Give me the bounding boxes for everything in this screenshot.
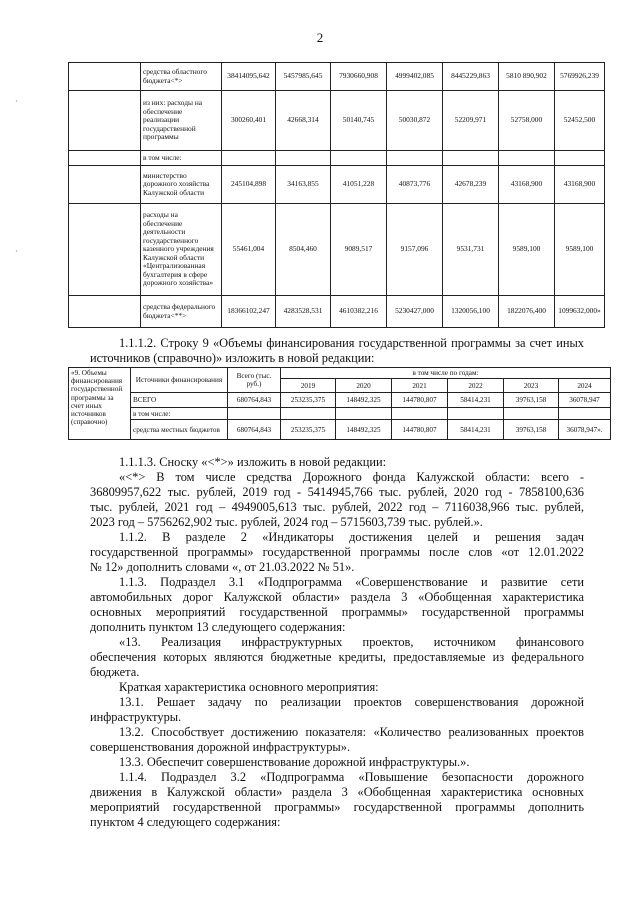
table-cell: 58414,231 <box>448 393 504 408</box>
table-cell-empty <box>69 166 141 204</box>
table-cell: 34163,855 <box>276 166 331 204</box>
table-cell: 50030,872 <box>387 91 443 151</box>
table-row <box>69 204 605 296</box>
table-header-row <box>69 368 611 379</box>
table-cell-empty <box>69 296 141 328</box>
other-sources-table <box>68 367 611 440</box>
table-cell: 52452,500 <box>555 91 605 151</box>
paragraph-13-line: бюджета. <box>90 665 140 679</box>
table-cell-empty <box>69 151 141 166</box>
paragraph-brief: Краткая характеристика основного мероприятия: <box>119 680 379 694</box>
table-cell <box>222 151 276 166</box>
table-cell: 144780,807 <box>392 420 448 440</box>
table-cell: 1099632,000» <box>555 296 605 328</box>
table-cell: 9589,100 <box>499 204 555 296</box>
table-cell: 38414095,642 <box>222 63 276 91</box>
row-label: средства местных бюджетов <box>131 420 228 440</box>
table-cell: 253235,375 <box>281 393 336 408</box>
table-cell: 42678,239 <box>443 166 499 204</box>
table-cell: 5230427,000 <box>387 296 443 328</box>
column-header: Всего (тыс. руб.) <box>228 368 281 393</box>
table-cell <box>504 408 559 420</box>
footnote-line: 2023 год – 5756262,902 тыс. рублей, 2024 год – 5715603,739 тыс. рублей.». <box>90 515 483 529</box>
table-row <box>69 91 605 151</box>
table-cell <box>499 151 555 166</box>
table-cell: 680764,843 <box>228 393 281 408</box>
table-cell: 7930660,908 <box>331 63 387 91</box>
table-cell: 43168,900 <box>555 166 605 204</box>
table-cell: 58414,231 <box>448 420 504 440</box>
table-cell: 4610382,216 <box>331 296 387 328</box>
year-header: 2019 <box>281 379 336 393</box>
table-row <box>69 393 611 408</box>
paragraph-1-1-4-line: мероприятий государственной программы» государственной программы дополнить <box>90 800 584 814</box>
paragraph-1-1-3-line: дополнить пунктом 13 следующего содержания: <box>90 620 346 634</box>
table-cell: 9089,517 <box>331 204 387 296</box>
table-cell: 253235,375 <box>281 420 336 440</box>
year-header: 2022 <box>448 379 504 393</box>
table-cell: 52209,971 <box>443 91 499 151</box>
table-cell-empty <box>69 63 141 91</box>
table-row <box>69 63 605 91</box>
paragraph-1-1-1-2 <box>90 336 584 366</box>
table-cell: 39763,158 <box>504 420 559 440</box>
table-cell: 55461,004 <box>222 204 276 296</box>
paragraph-1-1-3-line: основных мероприятий государственной программы» государственной программы <box>90 605 584 619</box>
table-cell: 36078,947 <box>559 393 611 408</box>
scan-mark: · <box>15 97 18 106</box>
row-label: министерство дорожного хозяйства Калужской области <box>141 166 222 204</box>
table-cell <box>443 151 499 166</box>
paragraph-13-line: «13. Реализация инфраструктурных проектов, источником финансового <box>119 635 584 649</box>
table-cell: 4283528,531 <box>276 296 331 328</box>
table-cell: 245104,898 <box>222 166 276 204</box>
table-cell <box>555 151 605 166</box>
table-cell <box>331 151 387 166</box>
table-cell: 148492,325 <box>336 393 392 408</box>
table-cell: 1320056,100 <box>443 296 499 328</box>
table-cell: 144780,807 <box>392 393 448 408</box>
table-row <box>69 296 605 328</box>
row-label: из них: расходы на обеспечение реализации государственной программы <box>141 91 222 151</box>
paragraph-1-1-2-line: № 12» дополнить словами «, от 21.03.2022 № 51». <box>90 560 355 574</box>
table-cell: 5457985,645 <box>276 63 331 91</box>
row-label: «9. Объемы финансирования государственной программы за счет иных источников (справочно) <box>69 368 131 440</box>
footnote-line: тыс. рублей, 2021 год – 4949005,613 тыс. рублей, 2022 год – 7116038,966 тыс. рублей, <box>90 500 584 514</box>
table-cell-empty <box>69 91 141 151</box>
paragraph-1-1-3-line: 1.1.3. Подраздел 3.1 «Подпрограмма «Совершенствование и развитие сети <box>119 575 584 589</box>
table-cell: 50140,745 <box>331 91 387 151</box>
row-label: в том числе: <box>141 151 222 166</box>
paragraph-13-1-line: 13.1. Решает задачу по реализации проектов совершенствования дорожной <box>119 695 584 709</box>
paragraph-13-1-line: инфраструктуры. <box>90 710 182 724</box>
row-label: ВСЕГО <box>131 393 228 408</box>
table-cell <box>228 408 281 420</box>
table-cell <box>559 408 611 420</box>
column-header: в том числе по годам: <box>281 368 611 379</box>
table-cell <box>276 151 331 166</box>
table-cell: 680764,843 <box>228 420 281 440</box>
table-cell: 8445229,863 <box>443 63 499 91</box>
column-header: Источники финансирования <box>131 368 228 393</box>
paragraph-1-1-2-line: государственной программы» государственной программы после слов «от 12.01.2022 <box>90 545 584 559</box>
year-header: 2023 <box>504 379 559 393</box>
table-cell: 52758,000 <box>499 91 555 151</box>
paragraph-1-1-2-line: 1.1.2. В разделе 2 «Индикаторы достижения целей и решения задач <box>119 530 584 544</box>
table-cell: 4999402,085 <box>387 63 443 91</box>
paragraph-1-1-3-line: автомобильных дорог Калужской области» раздела 3 «Обобщенная характеристика <box>90 590 584 604</box>
paragraph-text: 1.1.1.2. Строку 9 «Объемы финансирования государственной программы за счет иных источников (справочно)» изложить в новой редакции: <box>90 336 584 365</box>
row-label: в том числе: <box>131 408 228 420</box>
table-row <box>69 420 611 440</box>
table-cell <box>281 408 336 420</box>
footnote-line: 36809957,622 тыс. рублей, 2019 год - 5414945,766 тыс. рублей, 2020 год - 7858100,636 <box>90 485 584 499</box>
table-cell: 1822076,400 <box>499 296 555 328</box>
table-cell: 41051,228 <box>331 166 387 204</box>
year-header: 2021 <box>392 379 448 393</box>
year-header: 2024 <box>559 379 611 393</box>
paragraph-13-line: обеспечения которых являются бюджетные кредиты, предоставляемые из федерального <box>90 650 584 664</box>
year-header: 2020 <box>336 379 392 393</box>
table-cell: 36078,947». <box>559 420 611 440</box>
table-cell: 300260,401 <box>222 91 276 151</box>
table-cell: 5810 890,902 <box>499 63 555 91</box>
table-cell: 42668,314 <box>276 91 331 151</box>
table-cell-empty <box>69 204 141 296</box>
paragraph-1-1-4-line: движения в Калужской области» раздела 3 «Обобщенная характеристика основных <box>90 785 584 799</box>
paragraph-13-3: 13.3. Обеспечит совершенствование дорожной инфраструктуры.». <box>119 755 470 769</box>
table-row <box>69 408 611 420</box>
table-cell <box>448 408 504 420</box>
table-row <box>69 151 605 166</box>
table-cell: 9531,731 <box>443 204 499 296</box>
page-number: 2 <box>316 30 324 45</box>
row-label: средства областного бюджета<*> <box>141 63 222 91</box>
table-cell: 5769926,239 <box>555 63 605 91</box>
paragraph-13-2-line: 13.2. Способствует достижению показателя: «Количество реализованных проектов <box>119 725 584 739</box>
row-label: средства федерального бюджета<**> <box>141 296 222 328</box>
table-cell: 9589,100 <box>555 204 605 296</box>
table-cell: 43168,900 <box>499 166 555 204</box>
row-label: расходы на обеспечение деятельности государственного казенного учреждения Калужской области «Централизованная бухгалтерия в сфере дорожного хозяйства» <box>141 204 222 296</box>
table-cell: 18366102,247 <box>222 296 276 328</box>
body-text <box>90 455 584 830</box>
scan-mark: · <box>15 247 18 256</box>
table-cell: 8504,460 <box>276 204 331 296</box>
table-cell: 9157,096 <box>387 204 443 296</box>
table-cell: 39763,158 <box>504 393 559 408</box>
table-cell: 40873,776 <box>387 166 443 204</box>
paragraph-1-1-4-line: 1.1.4. Подраздел 3.2 «Подпрограмма «Повышение безопасности дорожного <box>119 770 584 784</box>
table-cell <box>336 408 392 420</box>
paragraph-13-2-line: совершенствования дорожной инфраструктуры». <box>90 740 351 754</box>
paragraph-1-1-4-line: пунктом 4 следующего содержания: <box>90 815 281 829</box>
funding-table-continued <box>68 62 605 328</box>
footnote-line: «<*> В том числе средства Дорожного фонда Калужской области: всего - <box>119 470 584 484</box>
table-row <box>69 166 605 204</box>
table-cell: 148492,325 <box>336 420 392 440</box>
paragraph-1-1-1-3: 1.1.1.3. Сноску «<*>» изложить в новой редакции: <box>119 455 387 469</box>
table-cell <box>392 408 448 420</box>
table-cell <box>387 151 443 166</box>
